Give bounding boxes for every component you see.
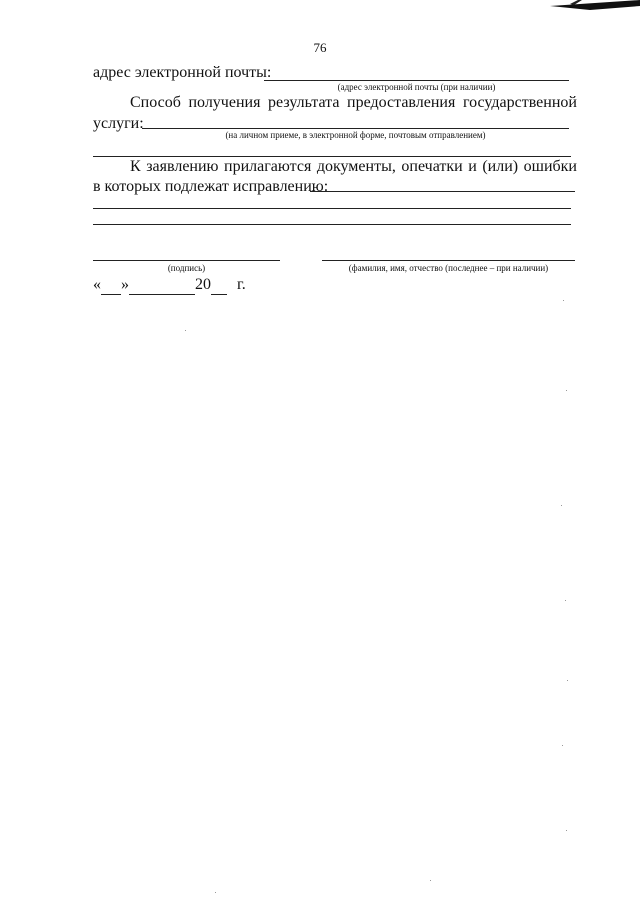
method-field[interactable] <box>142 128 569 129</box>
full-name-field[interactable] <box>322 260 575 261</box>
scan-speck <box>566 390 567 391</box>
date-open-quote: « <box>93 276 101 293</box>
day-field[interactable] <box>101 276 121 295</box>
signature-caption: (подпись) <box>167 263 206 273</box>
scan-speck <box>215 892 216 893</box>
scan-speck <box>185 330 186 331</box>
attachment-word: и <box>468 158 477 175</box>
email-label: адрес электронной почты: <box>93 64 272 81</box>
month-field[interactable] <box>129 276 195 295</box>
method-word: результата <box>268 94 340 111</box>
attachment-field-line3[interactable] <box>93 224 571 225</box>
year-suffix: г. <box>237 276 246 293</box>
attachment-word: К <box>130 158 141 175</box>
attachment-word: (или) <box>482 158 519 175</box>
method-word: предоставления <box>347 94 456 111</box>
email-caption: (адрес электронной почты (при наличии) <box>337 82 496 92</box>
full-name-caption: (фамилия, имя, отчество (последнее – при наличии) <box>348 263 549 273</box>
method-caption: (на личном приеме, в электронной форме, почтовым отправлением) <box>225 130 486 140</box>
attachment-sentence-line1 <box>130 158 577 176</box>
scan-speck <box>562 745 563 746</box>
attachment-word: прилагаются <box>224 158 312 175</box>
method-sentence-line1 <box>130 94 577 112</box>
signature-field[interactable] <box>93 260 280 261</box>
attachment-field-line2[interactable] <box>93 208 571 209</box>
attachment-word: опечатки <box>401 158 463 175</box>
attachment-label: в которых подлежат исправлению: <box>93 178 329 195</box>
page-number: 76 <box>313 40 327 55</box>
scan-speck <box>567 680 568 681</box>
method-word: Способ <box>130 94 181 111</box>
email-field[interactable] <box>264 80 569 81</box>
scan-speck <box>561 505 562 506</box>
scan-speck <box>565 600 566 601</box>
method-word: государственной <box>462 94 577 111</box>
attachment-field[interactable] <box>310 191 575 192</box>
method-field-extra-line[interactable] <box>93 156 571 157</box>
method-word: получения <box>188 94 261 111</box>
attachment-word: заявлению <box>146 158 219 175</box>
date-close-quote: » <box>121 276 129 293</box>
scan-speck <box>563 300 564 301</box>
attachment-word: документы, <box>316 158 396 175</box>
attachment-word: ошибки <box>523 158 577 175</box>
year-field[interactable] <box>211 276 227 295</box>
date-line <box>93 276 246 295</box>
scan-speck <box>566 830 567 831</box>
year-prefix: 20 <box>195 276 211 293</box>
scan-speck <box>430 880 431 881</box>
scan-corner-mark <box>530 0 640 18</box>
method-label: услуги: <box>93 115 144 132</box>
